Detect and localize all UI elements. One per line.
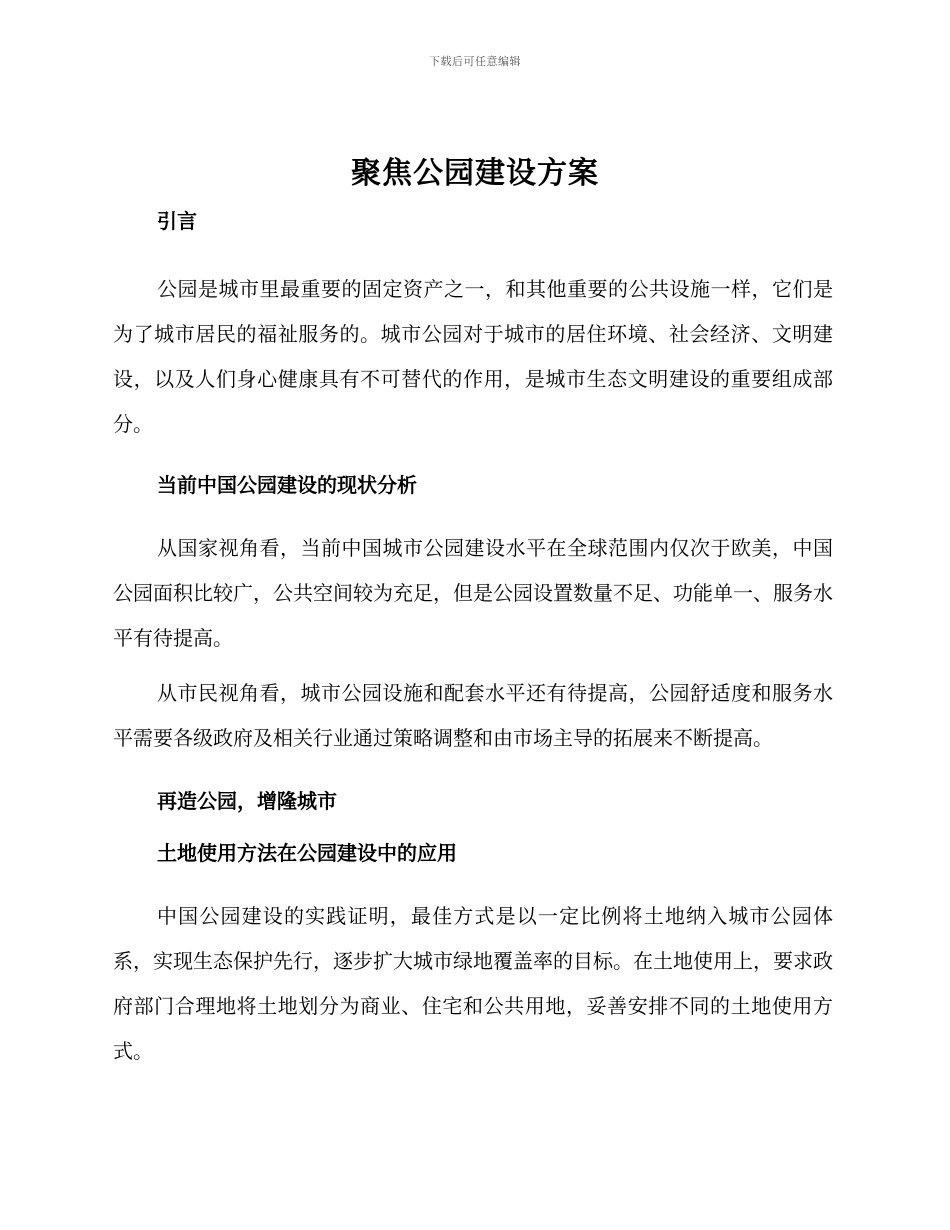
paragraph-land-use: 中国公园建设的实践证明，最佳方式是以一定比例将土地纳入城市公园体系，实现生态保护先行，逐步扩大城市绿地覆盖率的目标。在土地使用上，要求政府部门合理地将土地划分为商业、住宅和公共用地，妥善安排不同的土地使用方式。	[113, 904, 833, 1063]
section-heading-status: 当前中国公园建设的现状分析	[157, 473, 417, 497]
document-title: 聚焦公园建设方案	[351, 156, 599, 191]
paragraph-intro: 公园是城市里最重要的固定资产之一，和其他重要的公共设施一样，它们是为了城市居民的福祉服务的。城市公园对于城市的居住环境、社会经济、文明建设，以及人们身心健康具有不可替代的作用，是城市生态文明建设的重要组成部分。	[113, 277, 833, 436]
paragraph-status-national: 从国家视角看，当前中国城市公园建设水平在全球范围内仅次于欧美，中国公园面积比较广，公共空间较为充足，但是公园设置数量不足、功能单一、服务水平有待提高。	[113, 536, 833, 650]
page-header-note: 下载后可任意编辑	[429, 55, 521, 68]
section-heading-intro: 引言	[157, 209, 197, 233]
section-heading-rebuild: 再造公园，增隆城市	[157, 789, 337, 813]
section-heading-land-use: 土地使用方法在公园建设中的应用	[157, 841, 457, 865]
paragraph-status-citizen: 从市民视角看，城市公园设施和配套水平还有待提高，公园舒适度和服务水平需要各级政府及相关行业通过策略调整和由市场主导的拓展来不断提高。	[113, 681, 833, 750]
document-body	[113, 205, 833, 1074]
